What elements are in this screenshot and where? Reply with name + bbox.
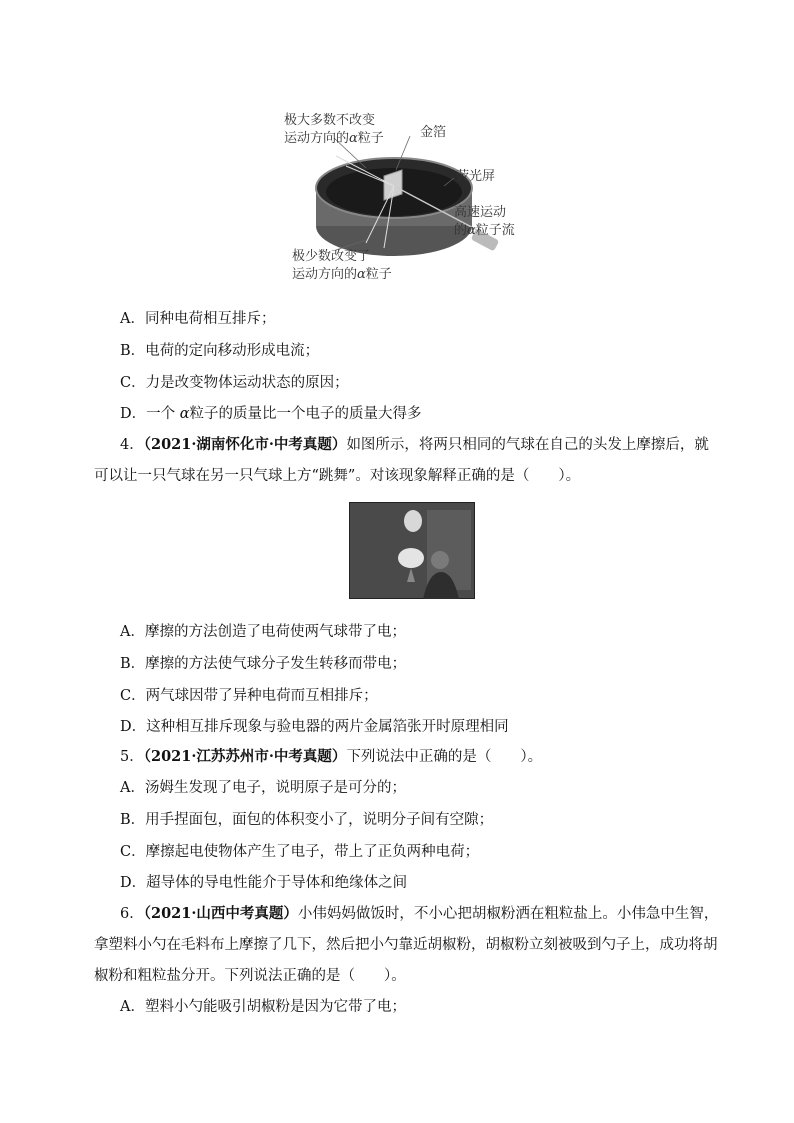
label-stream-line1: 高速运动	[454, 205, 507, 220]
q5-option-c: C．摩擦起电使物体产生了电子，带上了正负两种电荷；	[120, 844, 480, 860]
q5-stem: 5．（2021·江苏苏州市·中考真题）下列说法中正确的是（ ）。	[120, 748, 543, 765]
q6-stem-line1: 6．（2021·山西中考真题）小伟妈妈做饭时，不小心把胡椒粉洒在粗粒盐上。小伟急中生智，	[120, 905, 719, 922]
label-stream-line2: 的α粒子流	[454, 223, 515, 238]
q6-stem-line2: 拿塑料小勺在毛料布上摩擦了几下，然后把小勺靠近胡椒粉，胡椒粉立刻被吸到勺子上，成功将胡	[94, 937, 718, 953]
lower-balloon	[398, 548, 424, 568]
q6-option-a: A．塑料小勺能吸引胡椒粉是因为它带了电；	[120, 999, 406, 1015]
q5-option-a: A．汤姆生发现了电子，说明原子是可分的；	[120, 780, 406, 796]
q4-option-b: B．摩擦的方法使气球分子发生转移而带电；	[120, 656, 407, 672]
q4-stem-line2: 可以让一只气球在另一只气球上方“跳舞”。对该现象解释正确的是（ ）。	[94, 468, 581, 484]
person-head	[431, 551, 449, 569]
q4-option-d: D．这种相互排斥现象与验电器的两片金属箔张开时原理相同	[120, 719, 509, 735]
label-most-line2: 运动方向的α粒子	[284, 131, 384, 146]
label-foil: 金箔	[420, 125, 447, 140]
q3-option-c: C．力是改变物体运动状态的原因；	[120, 375, 349, 391]
q4-option-c: C．两气球因带了异种电荷而互相排斥；	[120, 688, 378, 704]
upper-balloon	[404, 510, 422, 532]
q5-option-b: B．用手捏面包，面包的体积变小了，说明分子间有空隙；	[120, 812, 494, 828]
q3-option-a: A．同种电荷相互排斥；	[120, 311, 276, 327]
q5-option-d: D．超导体的导电性能介于导体和绝缘体之间	[120, 875, 408, 891]
q3-option-b: B．电荷的定向移动形成电流；	[120, 343, 320, 359]
label-screen: 荧光屏	[456, 169, 496, 184]
q4-stem-line1: 4．（2021·湖南怀化市·中考真题）如图所示，将两只相同的气球在自己的头发上摩擦后，就	[120, 436, 709, 453]
q6-stem-line3: 椒粉和粗粒盐分开。下列说法正确的是（ ）。	[94, 968, 406, 984]
alpha-scattering-figure	[276, 108, 538, 288]
label-most-line1: 极大多数不改变	[284, 113, 376, 128]
q3-option-d: D．一个 α粒子的质量比一个电子的质量大得多	[120, 406, 422, 422]
label-few-line2: 运动方向的α粒子	[292, 267, 392, 282]
balloon-photo	[349, 502, 475, 599]
q4-option-a: A．摩擦的方法创造了电荷使两气球带了电；	[120, 624, 406, 640]
label-few-line1: 极少数改变了	[292, 249, 371, 264]
